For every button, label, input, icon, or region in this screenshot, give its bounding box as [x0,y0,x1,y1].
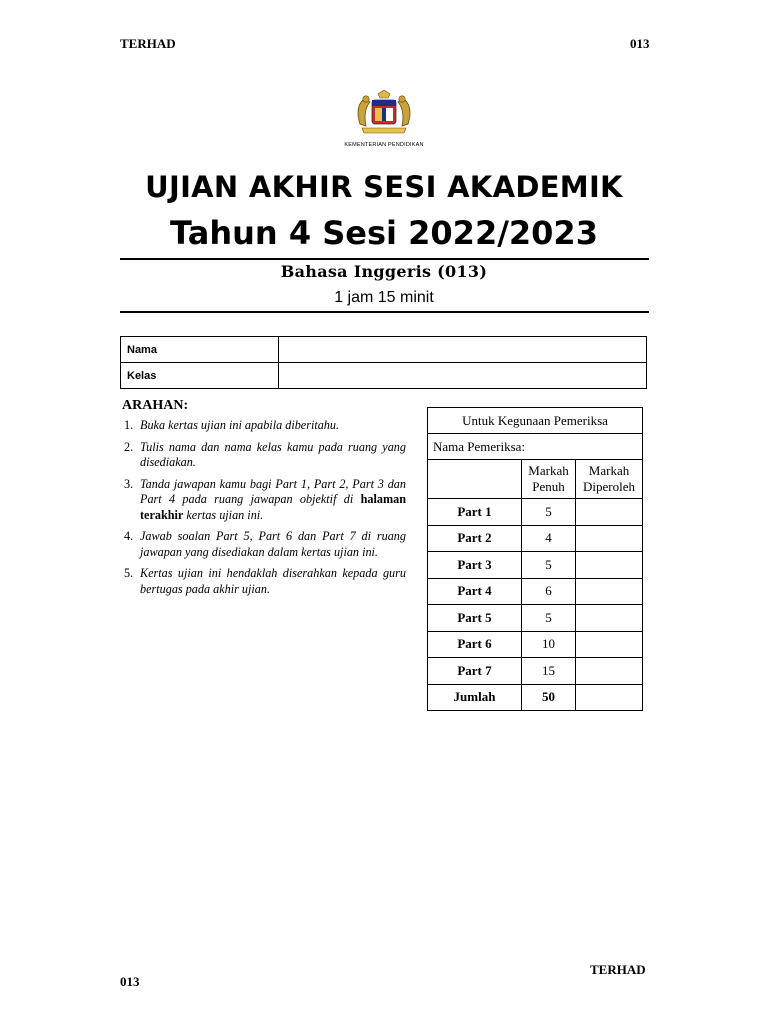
subject-name: Bahasa Inggeris (013) [280,262,488,281]
footer-left-code: 013 [120,974,140,989]
name-field[interactable] [279,337,647,363]
table-row: Part 7 15 [428,658,643,685]
table-row: Part 1 5 [428,499,643,526]
class-label: Kelas [121,363,279,389]
coat-of-arms-icon [352,90,416,136]
total-row: Jumlah 50 [428,684,643,711]
footer-right-label: TERHAD [590,962,646,977]
table-row: Part 4 6 [428,578,643,605]
header-right-code: 013 [630,36,650,51]
instruction-item: 3. Tanda jawapan kamu bagi Part 1, Part 2, Part 3 dan Part 4 pada ruang jawapan objektif di halaman terakhir kertas ujian ini. [124,476,406,522]
obtained-cell[interactable] [576,552,643,579]
exam-duration: 1 jam 15 minit [334,289,434,306]
table-row: Part 5 5 [428,605,643,632]
examiner-marks-table [427,407,643,711]
obtained-cell[interactable] [576,525,643,552]
obtained-cell[interactable] [576,578,643,605]
instructions-heading: ARAHAN: [122,398,189,413]
name-row [121,337,647,363]
examiner-name-label: Nama Pemeriksa: [428,434,643,460]
examiner-table-title: Untuk Kegunaan Pemeriksa [428,408,643,434]
class-row [121,363,647,389]
header-blank [428,460,522,499]
instructions-list [124,418,406,603]
header-left-label: TERHAD [120,36,176,51]
table-row: Part 6 10 [428,631,643,658]
ministry-logo [338,90,430,148]
obtained-cell[interactable] [576,631,643,658]
obtained-cell[interactable] [576,499,643,526]
name-label: Nama [121,337,279,363]
instruction-item: 1. Buka kertas ujian ini apabila diberitahu. [124,418,340,432]
table-row: Part 3 5 [428,552,643,579]
table-row: Part 2 4 [428,525,643,552]
obtained-cell[interactable] [576,605,643,632]
student-id-table [120,336,647,389]
col-full-marks: Markah Penuh [522,460,576,499]
obtained-cell[interactable] [576,658,643,685]
emphasis-last-page: halaman terakhir [140,492,406,522]
title-divider [120,258,649,260]
class-field[interactable] [279,363,647,389]
instruction-item: 4. Jawab soalan Part 5, Part 6 dan Part 7 di ruang jawapan yang disediakan dalam kertas ujian ini. [124,529,406,559]
total-obtained-cell[interactable] [576,684,643,711]
instruction-item: 2. Tulis nama dan nama kelas kamu pada ruang yang disediakan. [124,439,406,469]
instruction-item: 5. Kertas ujian ini hendaklah diserahkan kepada guru bertugas pada akhir ujian. [124,566,406,596]
exam-year-session: Tahun 4 Sesi 2022/2023 [170,214,598,252]
subject-divider [120,311,649,313]
logo-caption: KEMENTERIAN PENDIDIKAN [344,142,424,148]
exam-title: UJIAN AKHIR SESI AKADEMIK [145,170,623,204]
col-obtained-marks: Markah Diperoleh [576,460,643,499]
